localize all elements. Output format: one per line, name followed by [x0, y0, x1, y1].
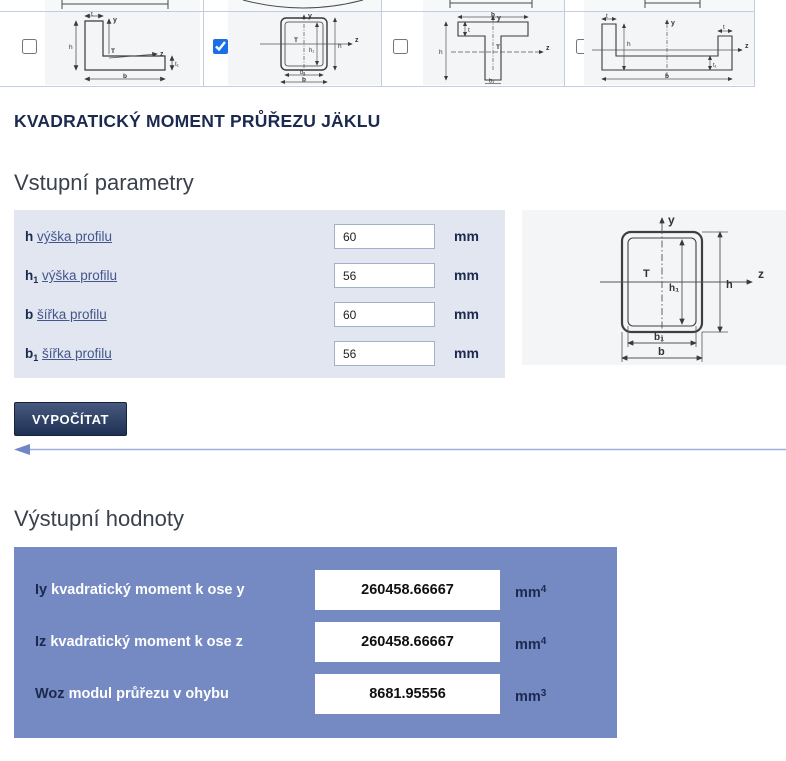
svg-text:h₁: h₁	[669, 283, 680, 294]
table-divider	[203, 0, 204, 87]
rectangular-tube-diagram	[228, 12, 381, 85]
svg-text:b₁: b₁	[300, 70, 306, 76]
svg-text:b₁: b₁	[489, 78, 495, 85]
svg-text:b: b	[123, 73, 127, 80]
svg-text:h: h	[439, 49, 443, 56]
input-row-b1	[14, 340, 505, 367]
param-symbol: b	[25, 307, 34, 322]
svg-text:h: h	[627, 41, 631, 48]
unit-label: mm	[454, 306, 479, 322]
param-symbol: b	[25, 346, 34, 361]
svg-text:z: z	[758, 267, 764, 281]
output-row-iy	[14, 570, 617, 610]
height-input[interactable]	[334, 224, 435, 249]
svg-text:y: y	[113, 17, 117, 24]
svg-text:z: z	[355, 37, 359, 44]
output-panel	[14, 547, 617, 738]
table-divider	[564, 0, 565, 87]
profile-checkbox-t[interactable]	[393, 39, 408, 54]
svg-text:b: b	[658, 346, 665, 358]
svg-text:t: t	[723, 24, 725, 31]
svg-text:b: b	[665, 73, 669, 80]
input-section-heading: Vstupní parametry	[14, 170, 194, 195]
svg-text:t: t	[606, 13, 608, 20]
svg-text:h: h	[338, 43, 342, 50]
result-value: 260458.66667	[315, 622, 500, 662]
table-bottom-border	[0, 86, 754, 87]
unit-label: mm	[454, 267, 479, 283]
param-help-link[interactable]: výška profilu	[37, 229, 113, 244]
u-profile-diagram	[584, 12, 754, 85]
param-help-link[interactable]: šířka profilu	[37, 307, 107, 322]
svg-text:h: h	[726, 279, 733, 291]
result-symbol: Woz	[35, 686, 65, 702]
result-unit-exponent: 4	[540, 636, 547, 647]
output-row-woz	[14, 674, 617, 714]
l-profile-diagram	[45, 12, 200, 85]
svg-text:t: t	[91, 12, 93, 18]
param-symbol: h	[25, 268, 34, 283]
svg-text:z: z	[546, 45, 550, 52]
svg-text:h: h	[69, 44, 73, 51]
result-unit: mm	[515, 637, 541, 653]
inner-width-input[interactable]	[334, 341, 435, 366]
result-label: modul průřezu v ohybu	[68, 686, 229, 702]
svg-text:t: t	[468, 27, 470, 34]
result-value: 8681.95556	[315, 674, 500, 714]
table-divider	[381, 0, 382, 87]
input-row-h	[14, 223, 505, 250]
scroll-left-arrow-icon	[14, 444, 30, 455]
result-label: kvadratický moment k ose y	[51, 582, 245, 598]
result-symbol: Iz	[35, 634, 47, 650]
svg-text:z: z	[745, 43, 749, 50]
input-row-b	[14, 301, 505, 328]
cross-section-diagram	[522, 210, 786, 365]
result-label: kvadratický moment k ose z	[50, 634, 243, 650]
param-subscript: 1	[33, 275, 39, 285]
result-unit: mm	[515, 689, 541, 705]
svg-text:T: T	[294, 37, 298, 44]
param-subscript: 1	[33, 353, 39, 363]
svg-text:h₁: h₁	[309, 48, 315, 54]
horizontal-scrollbar[interactable]	[0, 443, 786, 456]
width-input[interactable]	[334, 302, 435, 327]
input-panel	[14, 210, 505, 378]
svg-text:t₁: t₁	[713, 63, 717, 69]
svg-text:y: y	[671, 20, 675, 27]
result-value: 260458.66667	[315, 570, 500, 610]
svg-text:b: b	[302, 76, 306, 84]
result-unit-exponent: 3	[540, 688, 547, 699]
svg-text:y: y	[668, 213, 675, 227]
svg-text:T: T	[643, 268, 650, 280]
unit-label: mm	[454, 345, 479, 361]
output-section-heading: Výstupní hodnoty	[14, 506, 185, 531]
svg-text:b: b	[491, 12, 495, 19]
table-divider	[754, 0, 755, 87]
profile-checkbox-l[interactable]	[22, 39, 37, 54]
param-help-link[interactable]: šířka profilu	[42, 346, 112, 361]
page-title: KVADRATICKÝ MOMENT PRŮŘEZU JÄKLU	[14, 111, 381, 131]
cutoff-previous-row-drawings	[0, 0, 786, 11]
svg-text:y: y	[497, 15, 501, 22]
svg-text:T: T	[496, 44, 500, 51]
svg-text:t₁: t₁	[175, 61, 179, 68]
result-symbol: Iy	[35, 582, 48, 598]
param-symbol: h	[25, 229, 34, 244]
calculate-button[interactable]: VYPOČÍTAT	[14, 402, 127, 436]
result-unit: mm	[515, 585, 541, 601]
param-help-link[interactable]: výška profilu	[42, 268, 118, 283]
input-row-h1	[14, 262, 505, 289]
svg-text:z: z	[160, 51, 164, 58]
output-row-iz	[14, 622, 617, 662]
profile-checkbox-tube[interactable]	[213, 39, 228, 54]
t-profile-diagram	[423, 12, 564, 85]
svg-text:T: T	[111, 48, 115, 55]
inner-height-input[interactable]	[334, 263, 435, 288]
svg-text:b₁: b₁	[654, 332, 665, 343]
result-unit-exponent: 4	[540, 584, 547, 595]
unit-label: mm	[454, 228, 479, 244]
profile-selection-table	[0, 0, 786, 87]
svg-text:y: y	[308, 13, 312, 20]
